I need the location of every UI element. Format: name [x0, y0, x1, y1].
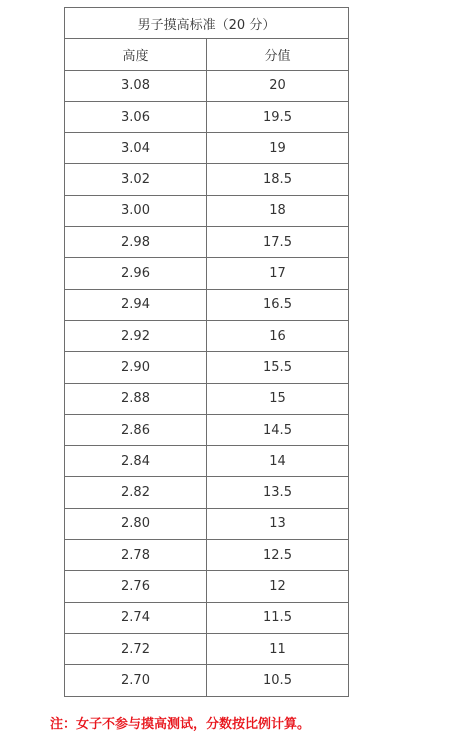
- table-row: [65, 289, 349, 320]
- score-cell: 11.5: [207, 602, 349, 633]
- height-cell: 2.74: [65, 602, 207, 633]
- table-body: [65, 70, 349, 696]
- height-cell: 2.94: [65, 289, 207, 320]
- score-table-container: [64, 7, 348, 697]
- table-row: [65, 446, 349, 477]
- table-row: [65, 258, 349, 289]
- height-cell: 3.02: [65, 164, 207, 195]
- height-cell: 2.82: [65, 477, 207, 508]
- table-row: [65, 571, 349, 602]
- score-cell: 10.5: [207, 665, 349, 696]
- table-row: [65, 540, 349, 571]
- table-row: [65, 195, 349, 226]
- table-row: [65, 133, 349, 164]
- table-row: [65, 164, 349, 195]
- table-row: [65, 227, 349, 258]
- score-cell: 13.5: [207, 477, 349, 508]
- height-cell: 2.86: [65, 414, 207, 445]
- score-cell: 15.5: [207, 352, 349, 383]
- score-cell: 14.5: [207, 414, 349, 445]
- score-cell: 19: [207, 133, 349, 164]
- score-table: [64, 7, 349, 697]
- score-cell: 16.5: [207, 289, 349, 320]
- score-cell: 18.5: [207, 164, 349, 195]
- score-cell: 14: [207, 446, 349, 477]
- height-cell: 2.70: [65, 665, 207, 696]
- height-cell: 2.92: [65, 320, 207, 351]
- score-cell: 17: [207, 258, 349, 289]
- table-row: [65, 70, 349, 101]
- score-cell: 12.5: [207, 540, 349, 571]
- column-header-score: 分值: [207, 39, 349, 70]
- table-row: [65, 633, 349, 664]
- height-cell: 2.98: [65, 227, 207, 258]
- table-row: [65, 508, 349, 539]
- height-cell: 3.06: [65, 101, 207, 132]
- height-cell: 2.76: [65, 571, 207, 602]
- table-title: 男子摸高标准（20 分）: [65, 8, 349, 39]
- height-cell: 2.72: [65, 633, 207, 664]
- height-cell: 3.08: [65, 70, 207, 101]
- height-cell: 2.88: [65, 383, 207, 414]
- height-cell: 2.78: [65, 540, 207, 571]
- table-row: [65, 320, 349, 351]
- table-title-row: [65, 8, 349, 39]
- score-cell: 18: [207, 195, 349, 226]
- table-row: [65, 602, 349, 633]
- score-cell: 19.5: [207, 101, 349, 132]
- column-header-height: 高度: [65, 39, 207, 70]
- height-cell: 2.96: [65, 258, 207, 289]
- height-cell: 2.90: [65, 352, 207, 383]
- table-row: [65, 477, 349, 508]
- height-cell: 2.80: [65, 508, 207, 539]
- score-cell: 16: [207, 320, 349, 351]
- height-cell: 3.00: [65, 195, 207, 226]
- table-row: [65, 383, 349, 414]
- score-cell: 17.5: [207, 227, 349, 258]
- table-header-row: [65, 39, 349, 70]
- score-cell: 11: [207, 633, 349, 664]
- score-cell: 15: [207, 383, 349, 414]
- table-row: [65, 414, 349, 445]
- table-row: [65, 352, 349, 383]
- score-cell: 13: [207, 508, 349, 539]
- height-cell: 3.04: [65, 133, 207, 164]
- table-row: [65, 665, 349, 696]
- footnote: 注：女子不参与摸高测试，分数按比例计算。: [50, 717, 311, 732]
- table-row: [65, 101, 349, 132]
- score-cell: 12: [207, 571, 349, 602]
- score-cell: 20: [207, 70, 349, 101]
- height-cell: 2.84: [65, 446, 207, 477]
